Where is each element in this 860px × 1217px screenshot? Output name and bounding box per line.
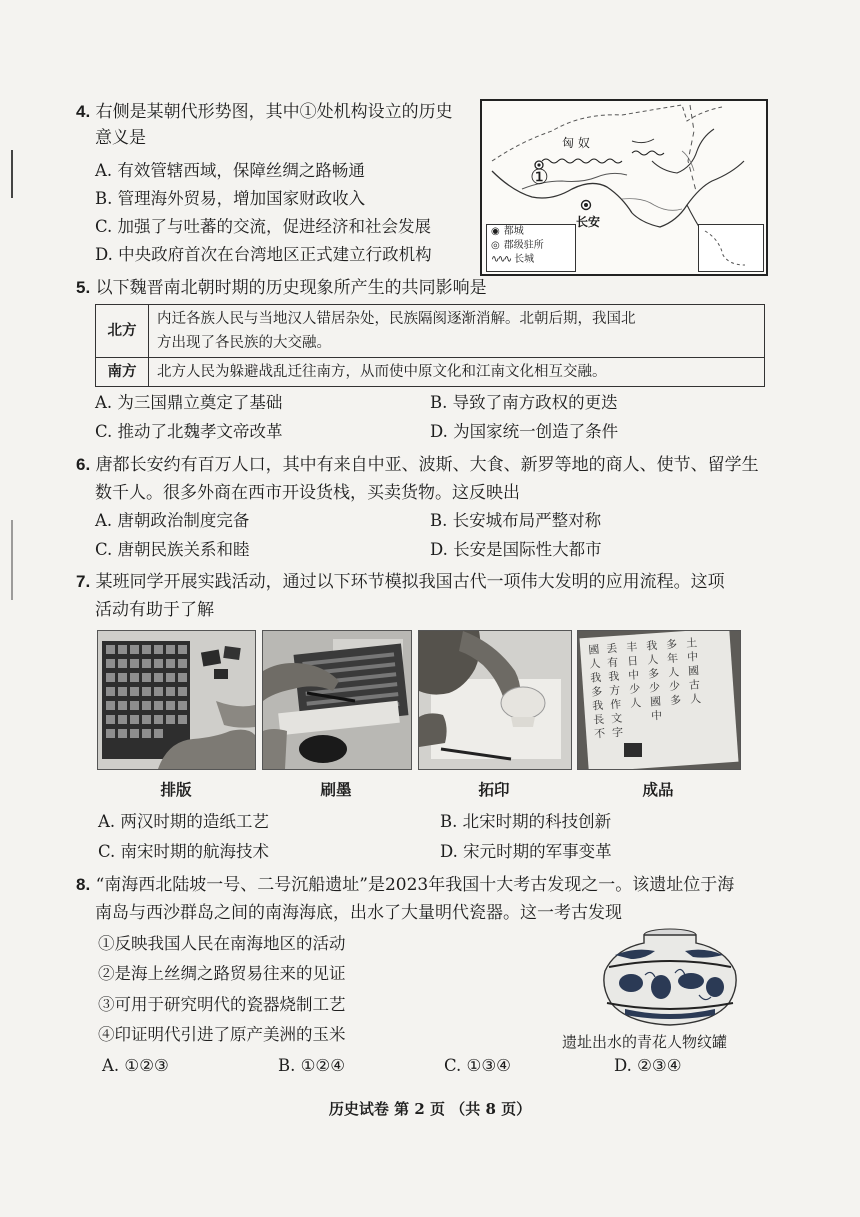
svg-text:方: 方 — [608, 683, 621, 698]
q7-stem-line1 — [76, 571, 725, 593]
table-row — [96, 305, 765, 358]
table-cell-south — [149, 358, 765, 387]
map-capital-label: 长安 — [576, 215, 601, 229]
svg-text:人: 人 — [588, 657, 601, 671]
svg-text:中: 中 — [650, 708, 663, 723]
svg-text:多: 多 — [665, 637, 678, 652]
south-text-line1: 北方人民为躲避战乱迁往南方，从而使中原文化和江南文化相互交融。 — [157, 364, 607, 380]
svg-text:多: 多 — [590, 684, 603, 699]
capital-symbol-icon: ◉ — [491, 226, 500, 237]
q4-option-b[interactable]: B. 管理海外贸易，增加国家财政收入 — [95, 189, 366, 208]
photo-typesetting — [97, 630, 256, 770]
q6-stem-line1 — [76, 454, 759, 476]
svg-text:有: 有 — [606, 655, 619, 670]
map-region-label: 匈 奴 — [562, 136, 590, 150]
dynasty-map — [480, 99, 768, 276]
legend-capital-label: 都城 — [503, 226, 524, 237]
typesetting-image — [98, 631, 255, 769]
q6-stem-text: 唐都长安约有百万人口，其中有来自中亚、波斯、大食、新罗等地的商人、使节、留学生 — [95, 455, 759, 475]
q5-option-a[interactable]: A. 为三国鼎立奠定了基础 — [95, 393, 283, 412]
q6-option-b[interactable]: B. 长安城布局严整对称 — [430, 511, 602, 530]
svg-text:我: 我 — [591, 698, 604, 713]
q6-number: 6. — [76, 455, 91, 474]
svg-text:年: 年 — [666, 651, 679, 666]
svg-text:國: 國 — [587, 643, 600, 657]
q8-option-a[interactable]: A. ①②③ — [102, 1056, 169, 1075]
q5-option-c[interactable]: C. 推动了北魏孝文帝改革 — [95, 422, 283, 441]
svg-text:中: 中 — [627, 668, 640, 683]
margin-mark — [11, 150, 13, 198]
q4-option-a[interactable]: A. 有效管辖西域，保障丝绸之路畅通 — [95, 161, 365, 180]
q8-stem-line1 — [76, 874, 734, 896]
north-text-line1: 内迁各族人民与当地汉人错居杂处，民族隔阂逐渐消解。北朝后期，我国北 — [157, 311, 636, 327]
q5-option-d[interactable]: D. 为国家统一创造了条件 — [430, 422, 619, 441]
margin-mark — [11, 520, 13, 600]
q6-option-c[interactable]: C. 唐朝民族关系和睦 — [95, 540, 250, 559]
q8-number: 8. — [76, 875, 91, 894]
legend-commandery — [487, 239, 575, 253]
q7-option-a[interactable]: A. 两汉时期的造纸工艺 — [98, 812, 269, 831]
jar-caption: 遗址出水的青花人物纹罐 — [562, 1033, 728, 1051]
page-footer: 历史试卷 第 2 页 （共 8 页） — [328, 1100, 532, 1118]
q5-number: 5. — [76, 278, 91, 297]
rubbing-image — [419, 631, 571, 769]
q8-item-4: ④印证明代引进了原产美洲的玉米 — [98, 1025, 346, 1044]
photo-inking — [262, 630, 412, 770]
commandery-symbol-icon: ◎ — [491, 240, 500, 251]
legend-great-wall — [487, 253, 575, 267]
svg-text:人: 人 — [646, 652, 659, 667]
q8-stem-line2: 南岛与西沙群岛之间的南海海底，出水了大量明代瓷器。这一考古发现 — [95, 903, 622, 923]
svg-text:字: 字 — [611, 725, 624, 740]
svg-text:古: 古 — [688, 678, 701, 692]
svg-text:國: 國 — [649, 694, 662, 709]
svg-text:中: 中 — [686, 650, 699, 664]
q8-option-c[interactable]: C. ①③④ — [444, 1056, 511, 1075]
porcelain-jar-image — [595, 925, 745, 1027]
jar-drawing — [595, 925, 745, 1027]
q4-stem-line2: 意义是 — [95, 128, 146, 148]
q8-item-3: ③可用于研究明代的瓷器烧制工艺 — [98, 995, 346, 1014]
q7-stem-line2: 活动有助于了解 — [95, 600, 214, 620]
q6-option-a[interactable]: A. 唐朝政治制度完备 — [95, 511, 250, 530]
svg-text:人: 人 — [629, 696, 642, 711]
table-cell-north — [149, 305, 765, 358]
caption-rubbing: 拓印 — [478, 780, 510, 799]
svg-text:土: 土 — [685, 636, 698, 650]
q7-stem-text: 某班同学开展实践活动，通过以下环节模拟我国古代一项伟大发明的应用流程。这项 — [95, 572, 725, 592]
svg-text:作: 作 — [609, 697, 622, 712]
caption-product: 成品 — [642, 780, 674, 799]
svg-text:少: 少 — [648, 680, 661, 695]
svg-text:我: 我 — [645, 639, 658, 653]
q8-stem-text: “南海西北陆坡一号、二号沉船遗址”是2023年我国十大考古发现之一。该遗址位于海 — [95, 875, 735, 895]
svg-text:日: 日 — [626, 654, 639, 669]
q5-stem-text: 以下魏晋南北朝时期的历史现象所产生的共同影响是 — [95, 278, 487, 298]
legend-capital — [487, 225, 575, 239]
table-head-south: 南方 — [96, 358, 149, 387]
wall-symbol-icon: ∿∿∿ — [491, 254, 511, 265]
q8-option-b[interactable]: B. ①②④ — [278, 1056, 345, 1075]
svg-text:少: 少 — [668, 679, 681, 694]
q6-option-d[interactable]: D. 长安是国际性大都市 — [430, 540, 602, 559]
q7-option-b[interactable]: B. 北宋时期的科技创新 — [440, 812, 612, 831]
svg-text:國: 國 — [687, 664, 700, 678]
q7-number: 7. — [76, 572, 91, 591]
photo-rubbing — [418, 630, 572, 770]
inking-image — [263, 631, 411, 769]
svg-text:長: 長 — [592, 712, 605, 727]
q5-stem — [76, 277, 487, 299]
q4-option-c[interactable]: C. 加强了与吐蕃的交流，促进经济和社会发展 — [95, 217, 432, 236]
q8-item-2: ②是海上丝绸之路贸易往来的见证 — [98, 964, 346, 983]
table-head-north: 北方 — [96, 305, 149, 358]
caption-inking: 刷墨 — [320, 780, 352, 799]
svg-text:人: 人 — [689, 692, 702, 706]
svg-text:丢: 丢 — [605, 641, 618, 656]
q5-option-b[interactable]: B. 导致了南方政权的更迭 — [430, 393, 618, 412]
map-inset — [698, 224, 764, 272]
legend-wall-label: 长城 — [514, 254, 535, 265]
svg-text:多: 多 — [669, 693, 682, 708]
legend-commandery-label: 郡级驻所 — [503, 240, 544, 251]
inset-drawing — [699, 225, 763, 271]
q4-option-d[interactable]: D. 中央政府首次在台湾地区正式建立行政机构 — [95, 245, 432, 264]
north-text-line2: 方出现了各民族的大交融。 — [157, 335, 331, 351]
q4-stem-line1 — [76, 101, 453, 123]
q8-item-1: ①反映我国人民在南海地区的活动 — [98, 934, 346, 953]
svg-text:人: 人 — [667, 665, 680, 680]
svg-text:我: 我 — [589, 670, 602, 685]
svg-text:不: 不 — [593, 726, 606, 741]
q8-option-d[interactable]: D. ②③④ — [614, 1056, 682, 1075]
svg-text:我: 我 — [607, 669, 620, 684]
map-legend — [486, 224, 576, 272]
caption-typesetting: 排版 — [160, 780, 192, 799]
q4-number: 4. — [76, 102, 91, 121]
product-image — [578, 631, 740, 769]
svg-text:多: 多 — [647, 666, 660, 681]
q4-stem-text: 右侧是某朝代形势图，其中①处机构设立的历史 — [95, 102, 453, 122]
photo-product — [577, 630, 741, 770]
q5-table — [95, 304, 765, 387]
q6-stem-line2: 数千人。很多外商在西市开设货栈，买卖货物。这反映出 — [95, 483, 520, 503]
svg-text:丰: 丰 — [625, 640, 638, 655]
q7-option-d[interactable]: D. 宋元时期的军事变革 — [440, 842, 612, 861]
svg-text:文: 文 — [610, 711, 623, 726]
map-marker-label: ① — [530, 165, 549, 189]
svg-text:少: 少 — [628, 682, 641, 697]
q7-option-c[interactable]: C. 南宋时期的航海技术 — [98, 842, 270, 861]
table-row — [96, 358, 765, 387]
